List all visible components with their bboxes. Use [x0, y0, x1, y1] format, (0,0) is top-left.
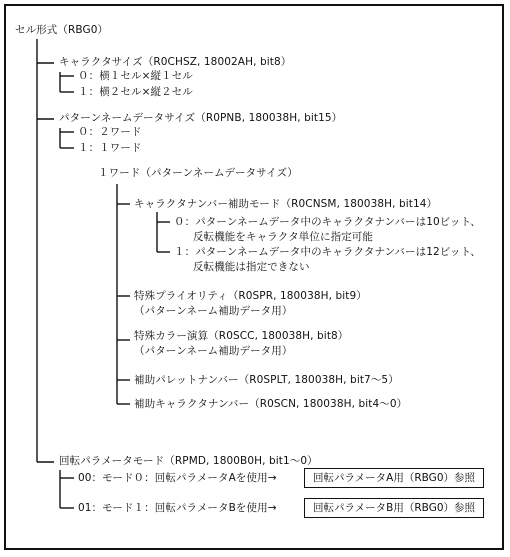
ref-box-param-a: 回転パラメータA用（RBG0）参照: [304, 468, 484, 488]
node-rpmd: 回転パラメータモード（RPMD, 1800B0H, bit1〜0）: [59, 455, 318, 467]
node-cnsm-1-line1: １：パターンネームデータ中のキャラクタナンバーは12ビット、: [174, 246, 481, 258]
node-patname-1: １：１ワード: [78, 142, 142, 154]
root-label: セル形式（RBG0）: [15, 24, 109, 36]
node-scc-note: （パターンネーム補助データ用）: [134, 345, 293, 357]
node-oneword: １ワード（パターンネームデータサイズ）: [98, 167, 298, 179]
node-scn: 補助キャラクタナンバー（R0SCN, 180038H, bit4〜0）: [134, 398, 408, 410]
node-rpmd-01: 01：モード１：回転パラメータBを使用→: [78, 502, 277, 514]
node-splt: 補助パレットナンバー（R0SPLT, 180038H, bit7〜5）: [134, 374, 399, 386]
ref-box-param-b: 回転パラメータB用（RBG0）参照: [304, 498, 484, 518]
node-patname: パターンネームデータサイズ（R0PNB, 180038H, bit15）: [59, 112, 343, 124]
node-cnsm-0-line2: 反転機能をキャラクタ単位に指定可能: [193, 231, 373, 243]
node-charsize-0: ０：横１セル×縦１セル: [78, 70, 193, 82]
node-cnsm-1-line2: 反転機能は指定できない: [193, 261, 310, 273]
node-spr-note: （パターンネーム補助データ用）: [134, 305, 293, 317]
node-patname-0: ０：２ワード: [78, 126, 142, 138]
node-charsize-1: １：横２セル×縦２セル: [78, 86, 193, 98]
node-cnsm: キャラクタナンバー補助モード（R0CNSM, 180038H, bit14）: [134, 198, 438, 210]
node-scc: 特殊カラー演算（R0SCC, 180038H, bit8）: [134, 330, 349, 342]
node-spr: 特殊プライオリティ（R0SPR, 180038H, bit9）: [134, 290, 367, 302]
node-charsize: キャラクタサイズ（R0CHSZ, 18002AH, bit8）: [59, 56, 292, 68]
node-cnsm-0-line1: ０：パターンネームデータ中のキャラクタナンバーは10ビット、: [174, 216, 481, 228]
node-rpmd-00: 00：モード０：回転パラメータAを使用→: [78, 472, 277, 484]
